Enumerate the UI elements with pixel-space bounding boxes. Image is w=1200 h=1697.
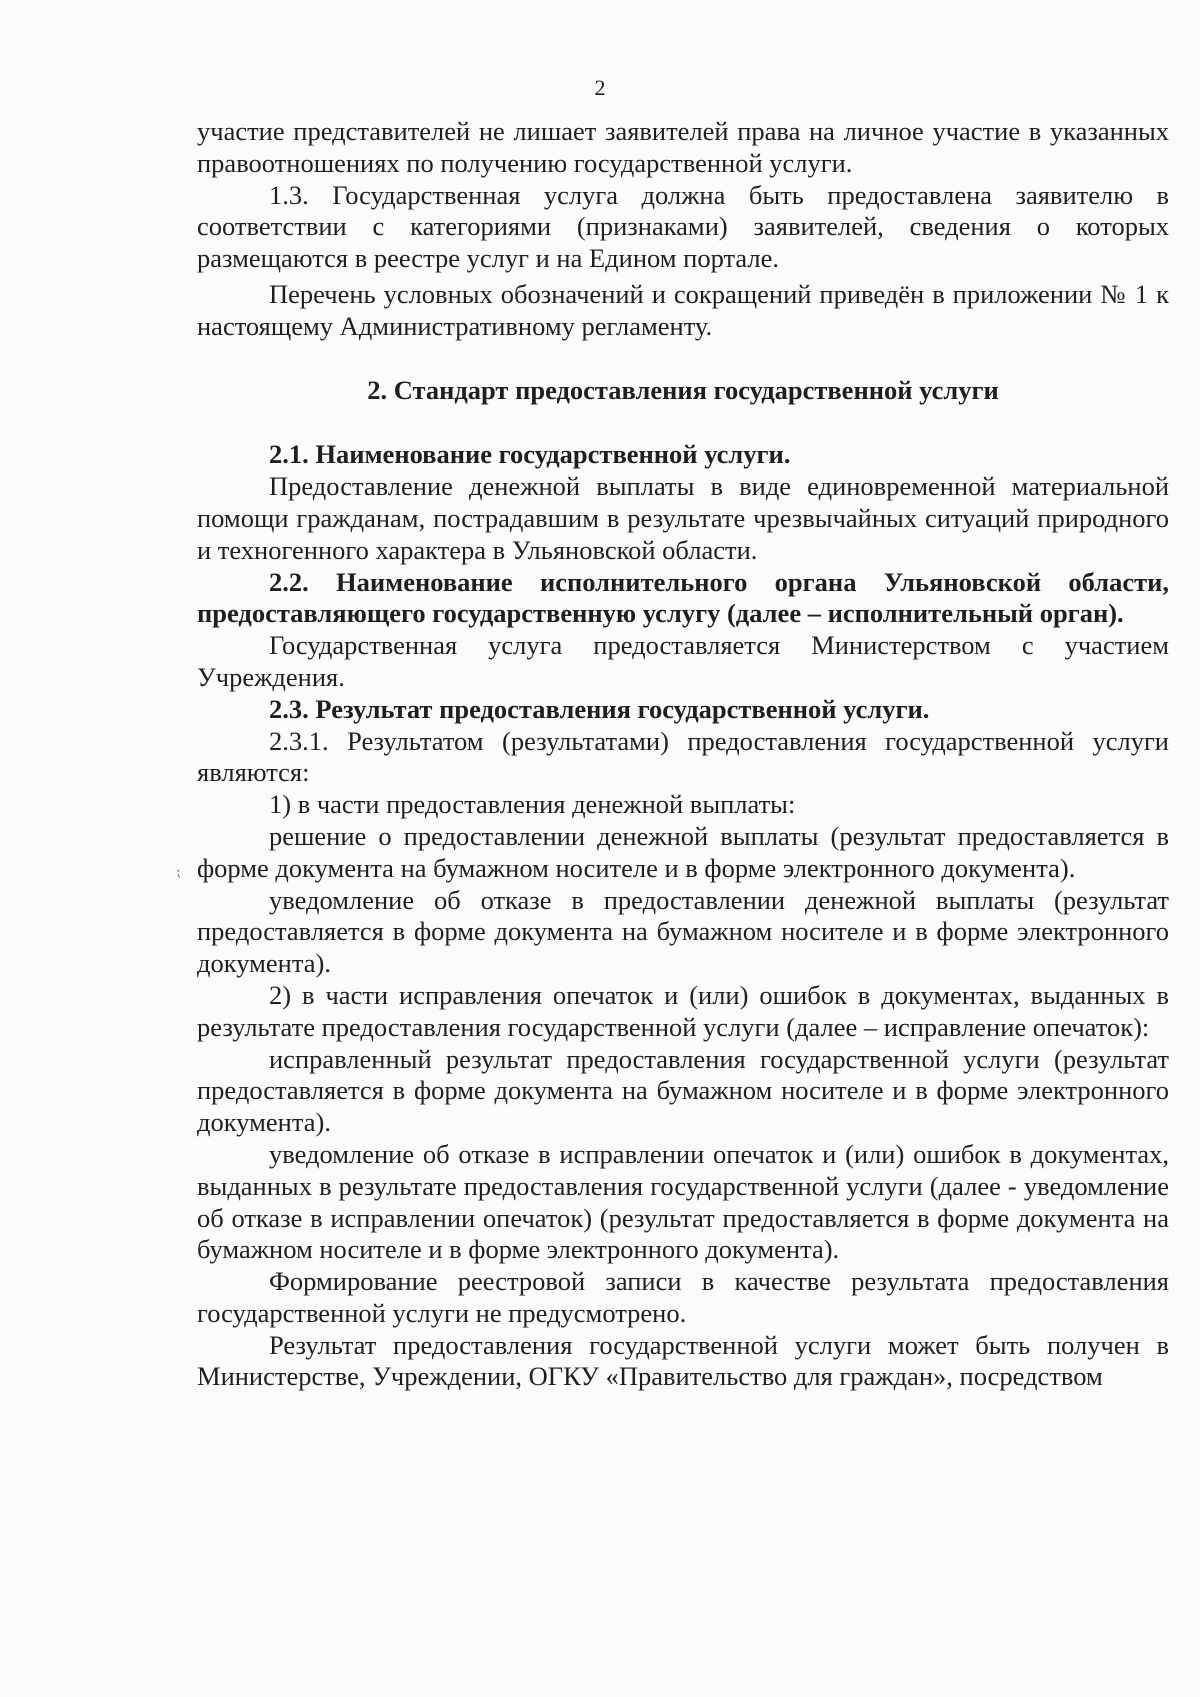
- paragraph-2-1: Предоставление денежной выплаты в виде единовременной материальной помощи гражданам, пострадавшим в результате чрезвычайных ситуаций природного и техногенного характера в Ульяновской области.: [197, 471, 1169, 565]
- list-item-1: 1) в части предоставления денежной выплаты:: [269, 789, 796, 820]
- scan-artifact-mark: ⁏: [176, 865, 181, 880]
- list-item-1-refusal: уведомление об отказе в предоставлении денежной выплаты (результат предоставляется в форме документа на бумажном носителе и в форме электронного документа).: [197, 884, 1169, 979]
- list-item-2-refusal: уведомление об отказе в исправлении опечаток и (или) ошибок в документах, выданных в результате предоставления государственной услуги (далее - уведомление об отказе в исправлении опечаток) (результат предоставляется в форме документа на бумажном носителе и в форме электронного документа).: [197, 1138, 1169, 1265]
- paragraph-abbreviations: Перечень условных обозначений и сокращений приведён в приложении № 1 к настоящему Административному регламенту.: [197, 278, 1169, 341]
- paragraph-result-receipt: Результат предоставления государственной услуги может быть получен в Министерстве, Учреждении, ОГКУ «Правительство для граждан», посредством: [197, 1329, 1169, 1392]
- list-item-2-corrected: исправленный результат предоставления государственной услуги (результат предоставляется в форме документа на бумажном носителе и в форме электронного документа).: [197, 1043, 1169, 1138]
- page-number: 2: [594, 75, 606, 100]
- heading-2-3: 2.3. Результат предоставления государственной услуги.: [269, 693, 930, 724]
- heading-2-1: 2.1. Наименование государственной услуги.: [269, 439, 791, 470]
- paragraph-representatives: участие представителей не лишает заявителей права на личное участие в указанных правоотношениях по получению государственной услуги.: [197, 116, 1169, 178]
- document-body: [197, 116, 1169, 1393]
- paragraph-registry-record: Формирование реестровой записи в качестве результата предоставления государственной услуги не предусмотрено.: [197, 1266, 1169, 1328]
- paragraph-2-2: Государственная услуга предоставляется Министерством с участием Учреждения.: [197, 630, 1169, 692]
- section-2-title: 2. Стандарт предоставления государственной услуги: [367, 374, 999, 405]
- heading-2-2: 2.2. Наименование исполнительного органа Ульяновской области, предоставляющего государственную услугу (далее – исполнительный орган).: [197, 566, 1169, 629]
- list-item-2: 2) в части исправления опечаток и (или) ошибок в документах, выданных в результате предоставления государственной услуги (далее – исправление опечаток):: [197, 979, 1169, 1042]
- paragraph-2-3-1: 2.3.1. Результатом (результатами) предоставления государственной услуги являются:: [197, 725, 1169, 788]
- paragraph-1-3: 1.3. Государственная услуга должна быть предоставлена заявителю в соответствии с категориями (признаками) заявителей, сведения о которых размещаются в реестре услуг и на Едином портале.: [197, 179, 1169, 274]
- list-item-1-decision: решение о предоставлении денежной выплаты (результат предоставляется в форме документа на бумажном носителе и в форме электронного документа).: [197, 820, 1169, 883]
